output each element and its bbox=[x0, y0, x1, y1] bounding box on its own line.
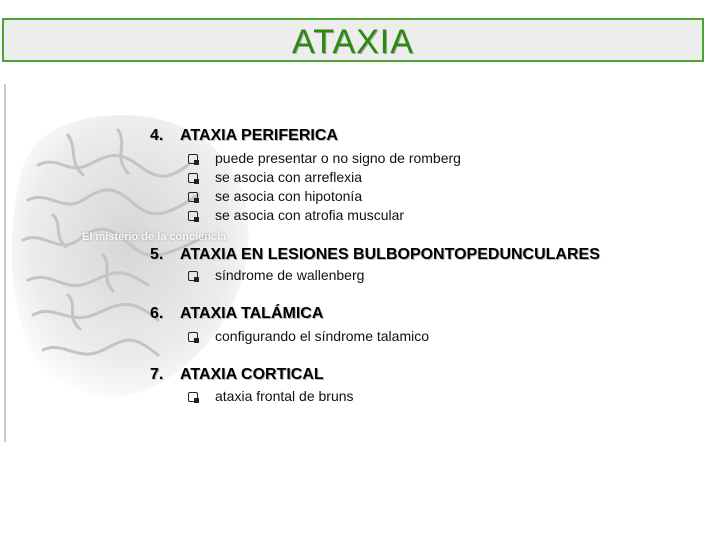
title-bar bbox=[2, 18, 704, 62]
left-divider bbox=[4, 84, 6, 442]
section-heading-text: ATAXIA TALÁMICA bbox=[180, 305, 324, 322]
section-heading-text: ATAXIA EN LESIONES BULBOPONTOPEDUNCULARES bbox=[180, 246, 600, 263]
section-number: 4. bbox=[150, 127, 164, 144]
section-heading-text: ATAXIA PERIFERICA bbox=[180, 127, 338, 144]
bullet-text: configurando el síndrome talamico bbox=[215, 328, 430, 344]
section-heading bbox=[150, 366, 324, 384]
bullet-item bbox=[188, 267, 364, 283]
section-number: 7. bbox=[150, 366, 164, 383]
checkbox-bullet-icon bbox=[188, 211, 198, 221]
bullet-text: síndrome de wallenberg bbox=[215, 267, 365, 283]
bullet-item bbox=[188, 150, 461, 166]
bullet-text: ataxia frontal de bruns bbox=[215, 388, 354, 404]
checkbox-bullet-icon bbox=[188, 271, 198, 281]
image-watermark-text: El misterio de la conciencia bbox=[82, 231, 227, 243]
section-heading-text: ATAXIA CORTICAL bbox=[180, 366, 324, 383]
bullet-item bbox=[188, 328, 429, 344]
bullet-text: puede presentar o no signo de romberg bbox=[215, 150, 461, 166]
checkbox-bullet-icon bbox=[188, 173, 198, 183]
slide-title: ATAXIA bbox=[292, 23, 414, 61]
section-number: 6. bbox=[150, 305, 164, 322]
section-heading bbox=[150, 246, 600, 264]
section-heading bbox=[150, 127, 338, 145]
checkbox-bullet-icon bbox=[188, 154, 198, 164]
section-heading bbox=[150, 305, 323, 323]
bullet-text: se asocia con arreflexia bbox=[215, 169, 363, 185]
bullet-item bbox=[188, 169, 362, 185]
checkbox-bullet-icon bbox=[188, 332, 198, 342]
bullet-text: se asocia con atrofia muscular bbox=[215, 207, 405, 223]
checkbox-bullet-icon bbox=[188, 392, 198, 402]
bullet-item bbox=[188, 388, 354, 404]
bullet-item bbox=[188, 188, 362, 204]
bullet-item bbox=[188, 207, 404, 223]
bullet-text: se asocia con hipotonía bbox=[215, 188, 363, 204]
checkbox-bullet-icon bbox=[188, 192, 198, 202]
section-number: 5. bbox=[150, 246, 164, 263]
